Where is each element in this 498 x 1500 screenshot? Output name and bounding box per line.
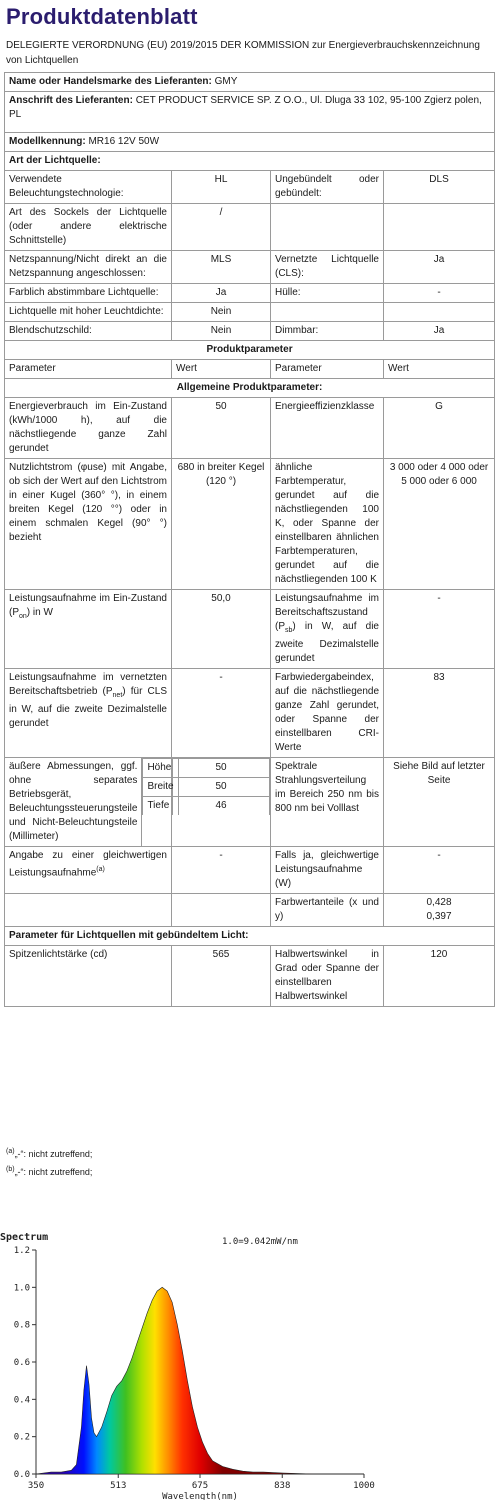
light-row-label — [271, 204, 384, 251]
light-row-value: DLS — [384, 171, 495, 204]
y-tick-label: 0.8 — [13, 1320, 30, 1331]
color-temperature-label: ähnliche Farbtemperatur, gerundet auf die nächstliegenden 100 K, oder Spanne der einstellbaren ähnlichen Farbtemperaturen, gerundet auf die nächstliegenden 100 K — [271, 459, 384, 590]
general-params-heading: Allgemeine Produktparameter: — [5, 379, 495, 398]
light-row-value: MLS — [172, 251, 271, 284]
param-header-row — [5, 360, 495, 379]
beam-angle-value: 120 — [384, 946, 495, 1007]
footnotes — [6, 1144, 490, 1180]
flux-row — [5, 459, 495, 590]
spectrum-area — [36, 1287, 364, 1474]
dimensions-label: äußere Abmessungen, ggf. ohne separates Betriebsgerät, Beleuchtungssteuerungsteile und Nicht-Beleuchtungsteile (Millimeter) — [5, 758, 142, 846]
chromaticity-row — [5, 894, 495, 927]
energy-class-label: Energieeffizienzklasse — [271, 398, 384, 459]
value-header: Wert — [384, 360, 495, 379]
supplier-label: Name oder Handelsmarke des Lieferanten: — [9, 76, 212, 87]
general-params-row — [5, 379, 495, 398]
light-row-label: Blendschutzschild: — [5, 322, 172, 341]
light-row-value: HL — [172, 171, 271, 204]
model-row — [5, 133, 495, 152]
equivalent-power-w-label: Falls ja, gleichwertige Leistungsaufnahme (W) — [271, 847, 384, 894]
cri-label: Farbwiedergabeindex, auf die nächstliegende ganze Zahl gerundet, oder Spanne der einstellbaren CRI-Werte — [271, 669, 384, 758]
chart-annotation: 1.0=9.042mW/nm — [222, 1237, 298, 1247]
product-data-table — [4, 72, 495, 1007]
light-row-value: Ja — [172, 284, 271, 303]
y-tick-label: 0.0 — [13, 1470, 30, 1480]
light-row-label: Hülle: — [271, 284, 384, 303]
dimension-value: 50 — [173, 759, 270, 778]
dimension-name: Tiefe — [143, 797, 178, 816]
spectral-distribution-value: Siehe Bild auf letzter Seite — [384, 758, 495, 847]
model-value: MR16 12V 50W — [88, 136, 160, 147]
chromaticity-label: Farbwertanteile (x und y) — [271, 894, 384, 927]
dimension-name: Höhe — [143, 759, 178, 778]
light-row — [5, 171, 495, 204]
y-tick-label: 1.2 — [13, 1246, 30, 1256]
beam-angle-label: Halbwertswinkel in Grad oder Spanne der einstellbaren Halbwertswinkel — [271, 946, 384, 1007]
light-type-row — [5, 152, 495, 171]
address-row — [5, 92, 495, 133]
light-row-label: Dimmbar: — [271, 322, 384, 341]
light-row-label: Art des Sockels der Lichtquelle (oder andere elektrische Schnittstelle) — [5, 204, 172, 251]
equivalent-power-value: - — [172, 847, 271, 894]
power-net-row — [5, 669, 495, 758]
directional-heading: Parameter für Lichtquellen mit gebündeltem Licht: — [5, 927, 495, 946]
light-row — [5, 204, 495, 251]
energy-class-value: G — [384, 398, 495, 459]
light-row — [5, 322, 495, 341]
light-row-label: Farblich abstimmbare Lichtquelle: — [5, 284, 172, 303]
page-title: Produktdatenblatt — [6, 4, 198, 29]
standby-power-value: - — [384, 590, 495, 669]
param-header: Parameter — [271, 360, 384, 379]
power-on-row — [5, 590, 495, 669]
equivalent-row — [5, 847, 495, 894]
chromaticity-y: 0,397 — [426, 911, 452, 922]
directional-row — [5, 927, 495, 946]
supplier-value: GMY — [214, 76, 238, 87]
model-label: Modellkennung: — [9, 136, 86, 147]
light-row-value: - — [384, 284, 495, 303]
light-row-value — [384, 204, 495, 251]
light-row-label: Vernetzte Lichtquelle (CLS): — [271, 251, 384, 284]
chart-title: Spectrum — [0, 1232, 49, 1243]
networked-standby-value: - — [172, 669, 271, 758]
luminous-flux-label: Nutzlichtstrom (φuse) mit Angabe, ob sich der Wert auf den Lichtstrom in einer Kugel (360° °), in einem breiten Kegel (120 °°) oder in einem schmalen Kegel (90° °) bezieht — [5, 459, 172, 590]
dimension-value: 46 — [173, 797, 270, 816]
power-on-label: Leistungsaufnahme im Ein-Zustand $(P_{on})$ in W — [5, 590, 172, 669]
value-header: Wert — [172, 360, 271, 379]
light-row-label: Verwendete Beleuchtungstechnologie: — [5, 171, 172, 204]
y-tick-label: 0.6 — [13, 1358, 30, 1368]
dimension-value: 50 — [173, 778, 270, 797]
param-header: Parameter — [5, 360, 172, 379]
color-temperature-value: 3 000 oder 4 000 oder 5 000 oder 6 000 — [384, 459, 495, 590]
x-tick-label: 1000 — [353, 1481, 375, 1491]
light-row-label: Ungebündelt oder gebündelt: — [271, 171, 384, 204]
x-tick-label: 838 — [274, 1481, 291, 1491]
light-row — [5, 251, 495, 284]
address-label: Anschrift des Lieferanten: — [9, 95, 133, 106]
light-row-value — [384, 303, 495, 322]
networked-standby-label: Leistungsaufnahme im vernetzten Bereitschaftsbetrieb $(P_{net})$ für CLS in W, auf die zweite Dezimalstelle gerundet — [5, 669, 172, 758]
x-tick-label: 350 — [27, 1481, 45, 1491]
spectrum-chart — [0, 1228, 498, 1500]
peak-row — [5, 946, 495, 1007]
dimensions-values-cell — [172, 758, 271, 847]
luminous-flux-value: 680 in breiter Kegel (120 °) — [172, 459, 271, 590]
dimensions-cell — [5, 758, 172, 847]
footnote: $^{(a)}$„-“: nicht zutreffend; — [6, 1148, 93, 1159]
equivalent-power-label: Angabe zu einer gleichwertigen Leistungsaufnahme$^{(a)}$ — [5, 847, 172, 894]
y-tick-label: 0.2 — [13, 1432, 30, 1443]
regulation-intro: DELEGIERTE VERORDNUNG (EU) 2019/2015 DER KOMMISSION zur Energieverbrauchskennzeichnung von Lichtquellen — [6, 40, 480, 66]
spectral-distribution-label: Spektrale Strahlungsverteilung im Bereich 250 nm bis 800 nm bei Volllast — [271, 758, 384, 847]
supplier-row — [5, 73, 495, 92]
cri-value: 83 — [384, 669, 495, 758]
footnote: $^{(b)}$„-“: nicht zutreffend; — [6, 1166, 93, 1177]
peak-intensity-value: 565 — [172, 946, 271, 1007]
light-row-value: Ja — [384, 322, 495, 341]
energy-consumption-value: 50 — [172, 398, 271, 459]
x-tick-label: 513 — [110, 1481, 127, 1491]
chromaticity-x: 0,428 — [426, 897, 452, 908]
equivalent-power-w-value: - — [384, 847, 495, 894]
peak-intensity-label: Spitzenlichtstärke (cd) — [5, 946, 172, 1007]
y-tick-label: 0.4 — [13, 1395, 30, 1406]
energy-row — [5, 398, 495, 459]
light-row — [5, 284, 495, 303]
light-type-heading: Art der Lichtquelle: — [5, 152, 495, 171]
standby-power-label: Leistungsaufnahme im Bereitschaftszustand $(P_{sb})$ in W, auf die zweite Dezimalstelle gerundet — [271, 590, 384, 669]
energy-consumption-label: Energieverbrauch im Ein-Zustand (kWh/1000 h), auf die nächstliegende ganze Zahl gerundet — [5, 398, 172, 459]
product-params-row — [5, 341, 495, 360]
light-row-label — [271, 303, 384, 322]
y-tick-label: 1.0 — [13, 1283, 30, 1294]
product-params-heading: Produktparameter — [5, 341, 495, 360]
dimension-name: Breite — [143, 778, 178, 797]
power-on-value: 50,0 — [172, 590, 271, 669]
light-row-value: / — [172, 204, 271, 251]
x-tick-label: 675 — [191, 1481, 209, 1491]
light-row-value: Nein — [172, 322, 271, 341]
chromaticity-value — [384, 894, 495, 927]
x-axis-label: Wavelength(nm) — [162, 1492, 238, 1500]
light-row-label: Netzspannung/Nicht direkt an die Netzspannung angeschlossen: — [5, 251, 172, 284]
dimensions-row — [5, 758, 495, 847]
light-row-label: Lichtquelle mit hoher Leuchtdichte: — [5, 303, 172, 322]
light-row-value: Nein — [172, 303, 271, 322]
address-value: CET PRODUCT SERVICE SP. Z O.O., Ul. Dluga 33 102, 95-100 Zgierz polen, PL — [9, 95, 482, 120]
light-row — [5, 303, 495, 322]
light-row-value: Ja — [384, 251, 495, 284]
